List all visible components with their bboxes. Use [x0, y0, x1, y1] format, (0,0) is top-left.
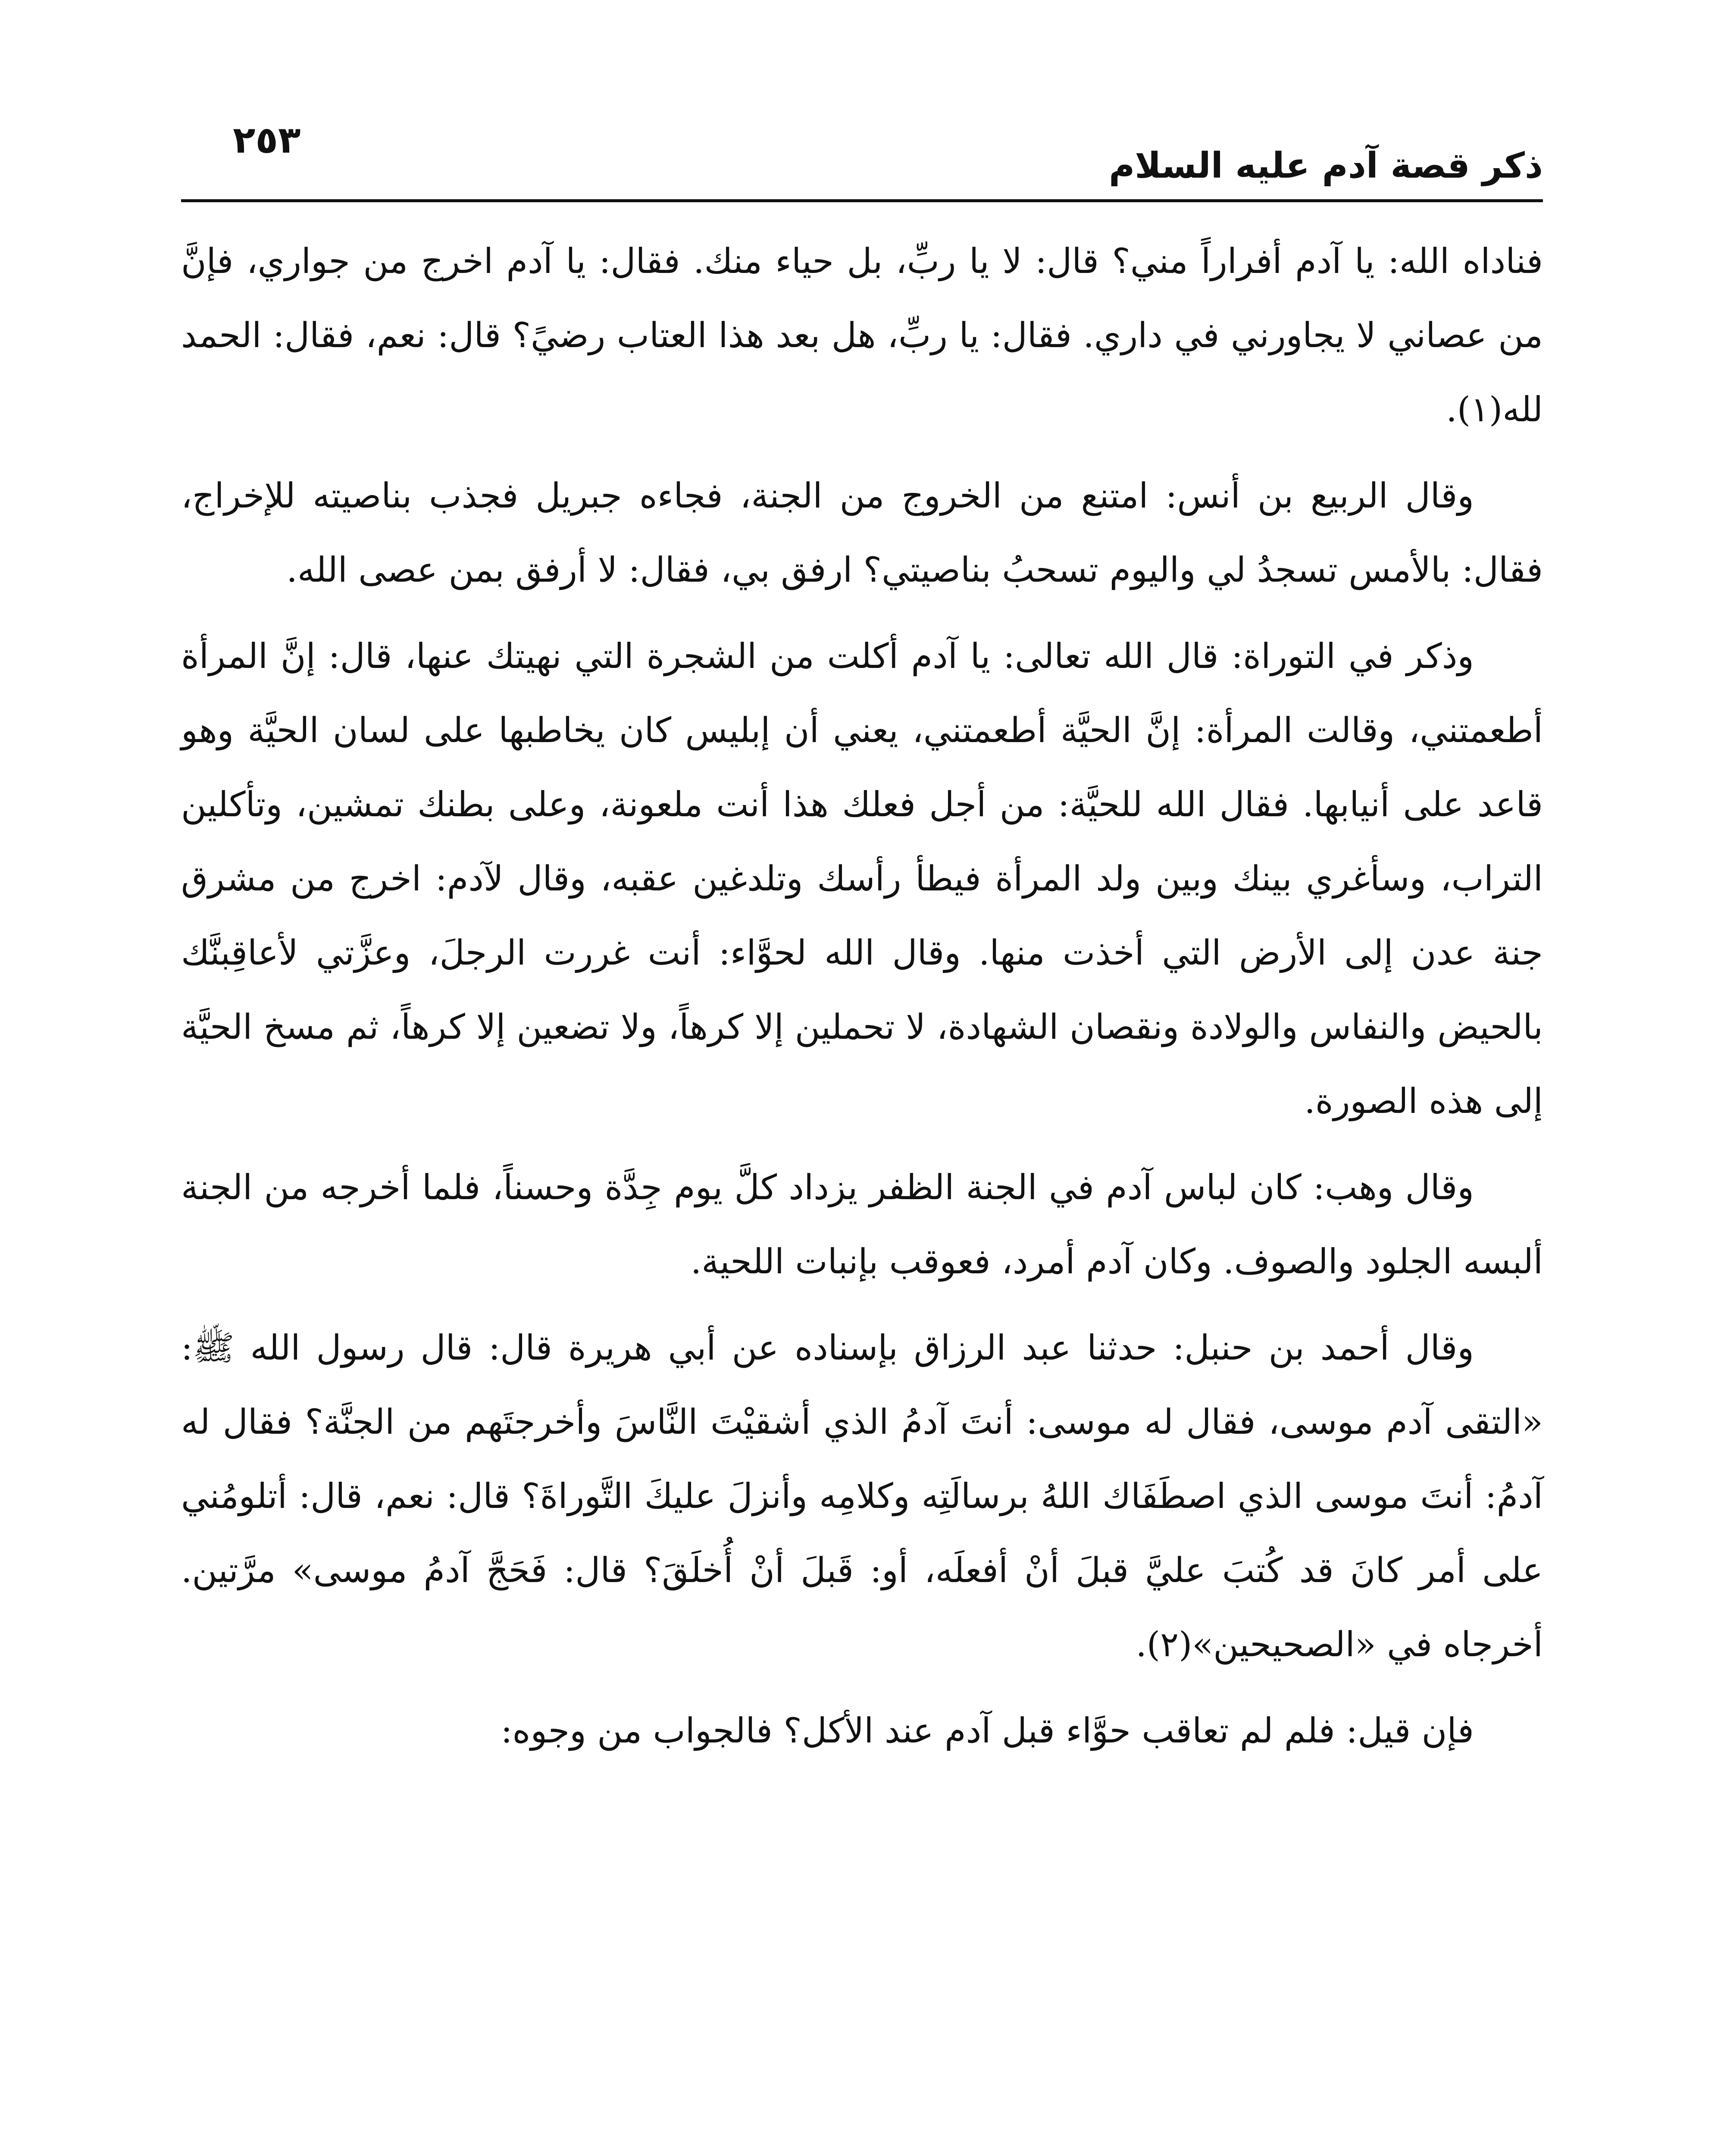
paragraph-2: وقال الربيع بن أنس: امتنع من الخروج من الجنة، فجاءه جبريل فجذب بناصيته للإخراج، فقال: بالأمس تسجدُ لي واليوم تسحبُ بناصيتي؟ ارفق بي، فقال: لا أرفق بمن عصى الله.: [181, 476, 1543, 590]
main-text: [181, 224, 1543, 1780]
paragraph-1: فناداه الله: يا آدم أفراراً مني؟ قال: لا يا ربِّ، بل حياء منك. فقال: يا آدم اخرج من جواري، فإنَّ من عصاني لا يجاورني في داري. فقال: يا ربِّ، هل بعد هذا العتاب رضيً؟ قال: نعم، فقال: الحمد لله(١).: [181, 241, 1543, 429]
paragraph-6: فإن قيل: فلم لم تعاقب حوَّاء قبل آدم عند الأكل؟ فالجواب من وجوه:: [501, 1711, 1474, 1751]
running-title: ذكر قصة آدم عليه السلام: [1109, 145, 1543, 186]
paragraph-4: وقال وهب: كان لباس آدم في الجنة الظفر يزداد كلَّ يوم جِدَّة وحسناً، فلما أخرجه من الجنة ألبسه الجلود والصوف. وكان آدم أمرد، فعوقب بإنبات اللحية.: [181, 1167, 1543, 1282]
paragraph-3: وذكر في التوراة: قال الله تعالى: يا آدم أكلت من الشجرة التي نهيتك عنها، قال: إنَّ المرأة أطعمتني، وقالت المرأة: إنَّ الحيَّة أطعمتني، يعني أن إبليس كان يخاطبها على لسان الحيَّة وهو قاعد على أنيابها. فقال الله للحيَّة: من أجل فعلك هذا أنت ملعونة، وعلى بطنك تمشين، وتأكلين التراب، وسأغري بينك وبين ولد المرأة فيطأ رأسك وتلدغين عقبه، وقال لآدم: اخرج من مشرق جنة عدن إلى الأرض التي أخذت منها. وقال الله لحوَّاء: أنت غررت الرجلَ، وعزَّتي لأعاقِبنَّك بالحيض والنفاس والولادة ونقصان الشهادة، لا تحملين إلا كرهاً، ولا تضعين إلا كرهاً، ثم مسخ الحيَّة إلى هذه الصورة.: [181, 636, 1543, 1121]
header-rule: [181, 199, 1543, 202]
paragraph-5: وقال أحمد بن حنبل: حدثنا عبد الرزاق بإسناده عن أبي هريرة قال: قال رسول الله ﷺ: «التقى آدم موسى، فقال له موسى: أنتَ آدمُ الذي أشقيْتَ النَّاسَ وأخرجتَهم من الجنَّة؟ فقال له آدمُ: أنتَ موسى الذي اصطَفَاك اللهُ برسالَتِه وكلامِه وأنزلَ عليكَ التَّوراةَ؟ قال: نعم، قال: أتلومُني على أمر كانَ قد كُتبَ عليَّ قبلَ أنْ أفعلَه، أو: قَبلَ أنْ أُخلَقَ؟ قال: فَحَجَّ آدمُ موسى» مرَّتين. أخرجاه في «الصحيحين»(٢).: [181, 1328, 1543, 1664]
page-header: [181, 116, 1543, 203]
page-number: ٢٥٣: [233, 119, 301, 162]
